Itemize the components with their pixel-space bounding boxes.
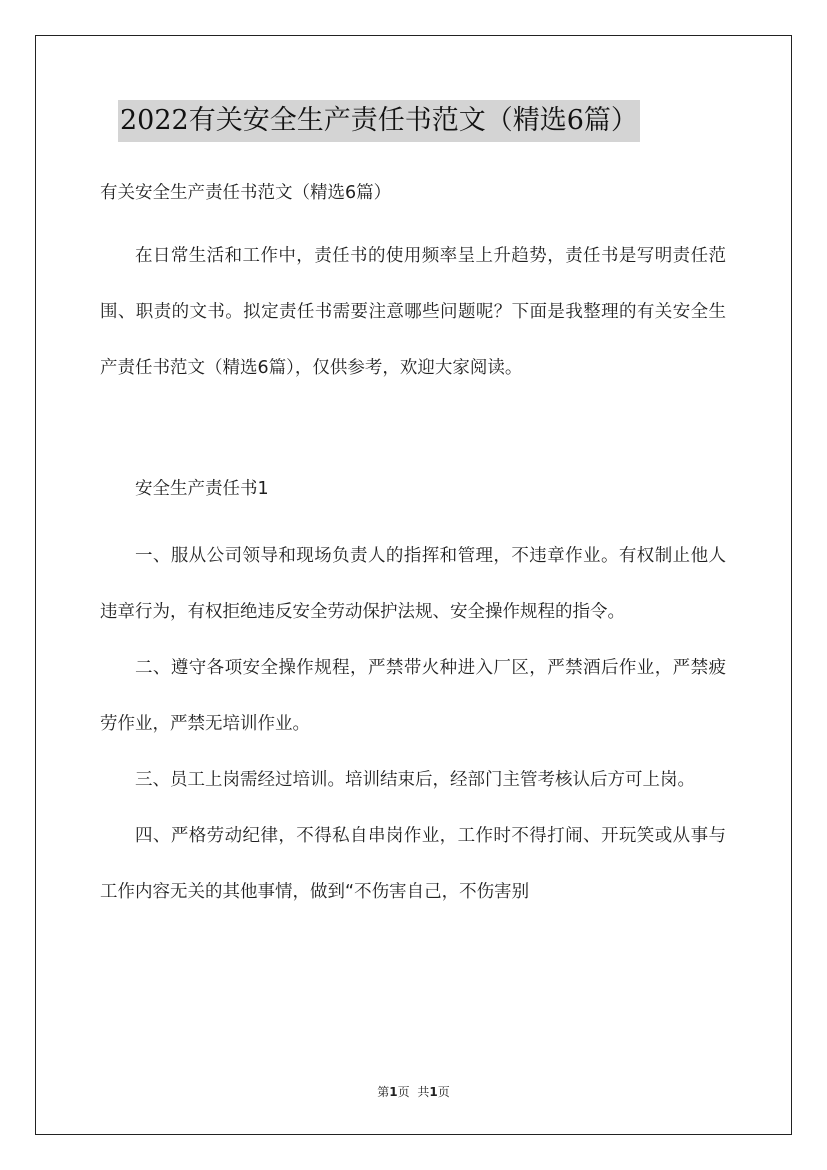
clause-paragraph: 三、员工上岗需经过培训。培训结束后，经部门主管考核认后方可上岗。 [135,770,695,790]
clause-paragraph: 二、遵守各项安全操作规程，严禁带火种进入厂区，严禁酒后作业，严禁疲劳作业，严禁无培训作业。 [100,658,726,734]
clause-paragraph: 四、严格劳动纪律，不得私自串岗作业，工作时不得打闹、开玩笑或从事与工作内容无关的其他事情，做到“不伤害自己，不伤害别 [100,826,726,902]
clause-paragraph: 一、服从公司领导和现场负责人的指挥和管理，不违章作业。有权制止他人违章行为，有权拒绝违反安全劳动保护法规、安全操作规程的指令。 [100,546,726,622]
document-body [100,174,726,920]
page-suffix: 页 [397,1085,410,1099]
intro-paragraph: 在日常生活和工作中，责任书的使用频率呈上升趋势，责任书是写明责任范围、职责的文书。拟定责任书需要注意哪些问题呢？下面是我整理的有关安全生产责任书范文（精选6篇），仅供参考，欢迎大家阅读。 [100,246,726,378]
page-prefix: 第 [377,1085,390,1099]
section-heading: 安全生产责任书1 [135,479,269,499]
total-pages: 1 [429,1085,438,1099]
total-prefix: 共 [417,1085,430,1099]
total-suffix: 页 [437,1085,450,1099]
document-subtitle: 有关安全生产责任书范文（精选6篇） [100,183,392,203]
document-title: 2022有关安全生产责任书范文（精选6篇） [118,100,640,142]
page-footer [0,1083,827,1100]
page-number: 1 [389,1085,398,1099]
